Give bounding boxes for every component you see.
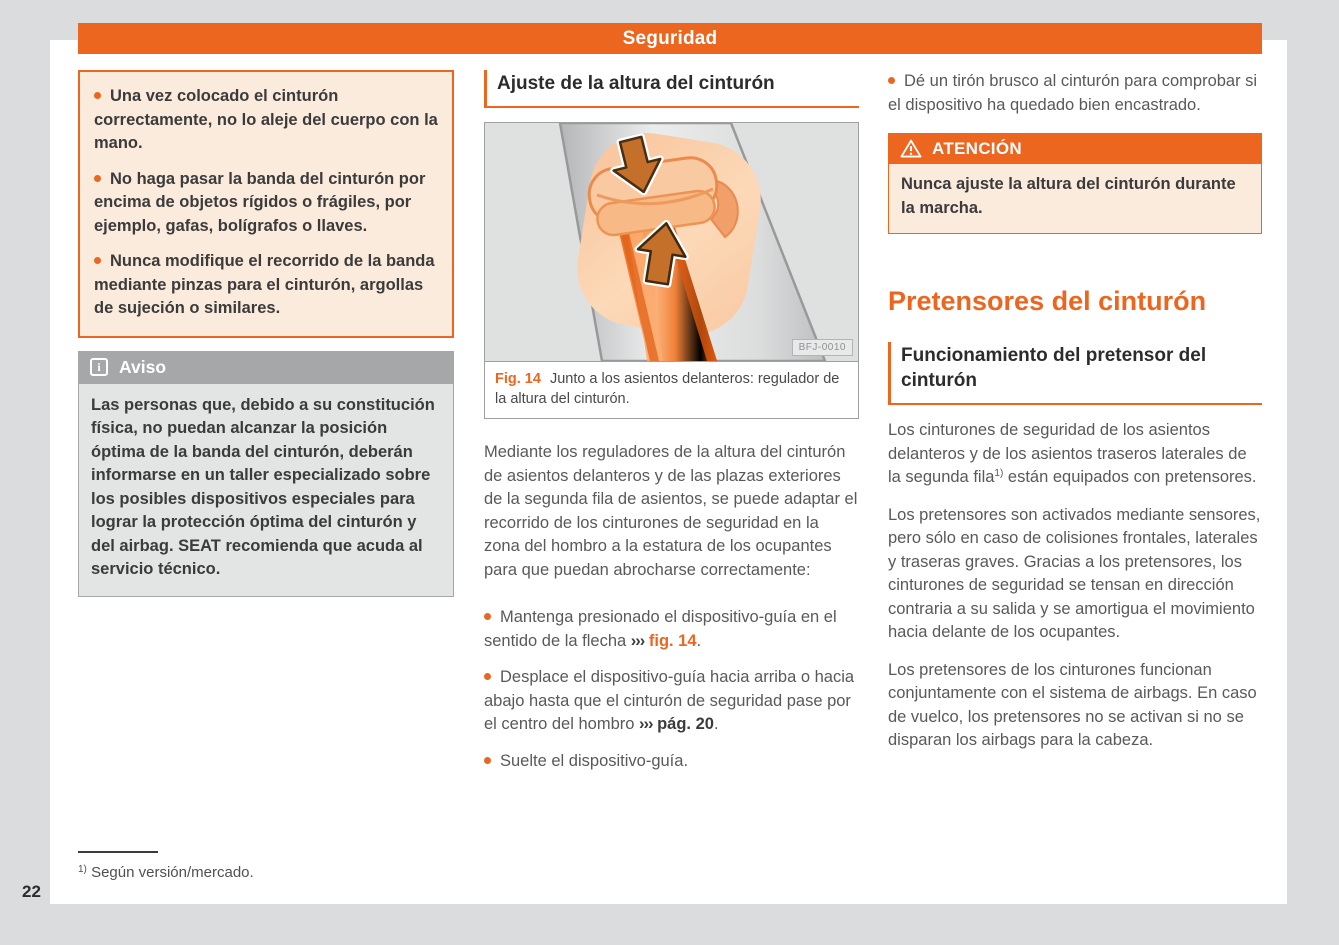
attention-header — [888, 133, 1262, 164]
figure-reference-link[interactable]: fig. 14 — [648, 631, 697, 650]
paragraph-text: Los cinturones de seguridad de los asientos delanteros y de los asientos traseros laterales de la segunda fila — [888, 421, 1247, 486]
footnote-marker: 1) — [78, 864, 87, 875]
footnote — [78, 864, 254, 881]
reference-chevrons: ››› — [639, 715, 653, 733]
step-item — [484, 666, 859, 737]
step-text: Mantenga presionado el dispositivo-guía en el sentido de la flecha — [484, 608, 837, 650]
info-icon: i — [90, 358, 108, 376]
footnote-text: Según versión/mercado. — [91, 864, 254, 881]
safety-warning-box — [78, 70, 454, 338]
attention-box — [888, 133, 1262, 234]
warning-item-text: No haga pasar la banda del cinturón por encima de objetos rígidos o frágiles, por ejemplo, gafas, bolígrafos o llaves. — [94, 169, 426, 235]
page-reference-link[interactable]: pág. 20 — [657, 715, 714, 733]
reference-chevrons: ››› — [630, 631, 645, 650]
warning-item — [94, 250, 438, 321]
manual-page — [50, 27, 1287, 904]
middle-column — [484, 70, 859, 786]
warning-item — [94, 85, 438, 156]
chapter-header-bar — [78, 23, 1262, 54]
check-item-text: Dé un tirón brusco al cinturón para comprobar si el dispositivo ha quedado bien encastrado. — [888, 72, 1258, 114]
footnote-divider — [78, 851, 158, 853]
attention-title: ATENCIÓN — [932, 138, 1022, 158]
notice-box — [78, 351, 454, 597]
bullet-icon — [484, 757, 491, 764]
footnote-reference: 1) — [994, 468, 1004, 479]
notice-header — [78, 351, 454, 384]
figure-caption-text: Junto a los asientos delanteros: regulador de la altura del cinturón. — [495, 371, 840, 407]
right-column — [888, 70, 1262, 767]
step-suffix: . — [713, 715, 719, 733]
bullet-icon — [94, 175, 101, 182]
warning-triangle-icon — [900, 139, 922, 158]
bullet-icon — [484, 613, 491, 620]
attention-body: Nunca ajuste la altura del cinturón durante la marcha. — [888, 164, 1262, 234]
step-item — [484, 606, 859, 653]
step-text: Suelte el dispositivo-guía. — [500, 751, 689, 770]
notice-title: Aviso — [119, 356, 167, 377]
paragraph-sensors: Los pretensores son activados mediante sensores, pero sólo en caso de colisiones frontales, laterales y traseras graves. Gracias a los pretensores, los cinturones de seguridad se tensan en dirección contraria a su salida y se amortigua el movimiento hacia delante de los ocupantes. — [888, 505, 1261, 641]
left-column — [78, 70, 454, 597]
warning-item-text: Nunca modifique el recorrido de la banda mediante pinzas para el cinturón, argollas de sujeción o similares. — [94, 252, 435, 317]
chapter-section-title: Pretensores del cinturón — [888, 286, 1207, 316]
bullet-icon — [484, 673, 491, 680]
paragraph-equipment — [888, 419, 1262, 490]
bullet-icon — [94, 257, 101, 264]
warning-item — [94, 168, 438, 239]
page-number: 22 — [22, 882, 41, 901]
figure-caption — [484, 361, 859, 419]
bullet-icon — [888, 77, 895, 84]
notice-body: Las personas que, debido a su constitución física, no puedan alcanzar la posición óptima de la banda del cinturón, deberán informarse en un taller especializado sobre los posibles dispositivos especiales para lograr la protección óptima del cinturón y del airbag. SEAT recomienda que acuda al servicio técnico. — [78, 384, 454, 597]
warning-item-text: Una vez colocado el cinturón correctamente, no lo aleje del cuerpo con la mano. — [94, 87, 438, 152]
bullet-icon — [94, 92, 101, 99]
section-title-belt-height: Ajuste de la altura del cinturón — [484, 70, 859, 108]
step-suffix: . — [696, 631, 702, 650]
chapter-title: Seguridad — [622, 27, 718, 49]
step-item — [484, 750, 859, 774]
paragraph-airbags: Los pretensores de los cinturones funcionan conjuntamente con el sistema de airbags. En caso de vuelco, los pretensores no se activan si no se disparan los airbags para la cabeza. — [888, 660, 1257, 749]
check-item — [888, 70, 1262, 117]
figure-caption-label: Fig. 14 — [495, 371, 541, 387]
section-title-pretensioner-function: Funcionamiento del pretensor del cinturón — [888, 342, 1262, 405]
belt-height-adjuster-illustration — [485, 123, 858, 361]
intro-paragraph: Mediante los reguladores de la altura del cinturón de asientos delanteros y de las plazas exteriores de la segunda fila de asientos, se puede adaptar el recorrido de los cinturones de seguridad en la zona del hombro a la estatura de los ocupantes para que puedan abrocharse correctamente: — [484, 443, 858, 579]
paragraph-text: están equipados con pretensores. — [1003, 468, 1257, 486]
step-text: Desplace el dispositivo-guía hacia arriba o hacia abajo hasta que el cinturón de seguridad pase por el centro del hombro — [484, 668, 855, 733]
figure-14 — [484, 122, 859, 419]
figure-code: BFJ-0010 — [792, 339, 853, 356]
figure-illustration — [484, 122, 859, 362]
